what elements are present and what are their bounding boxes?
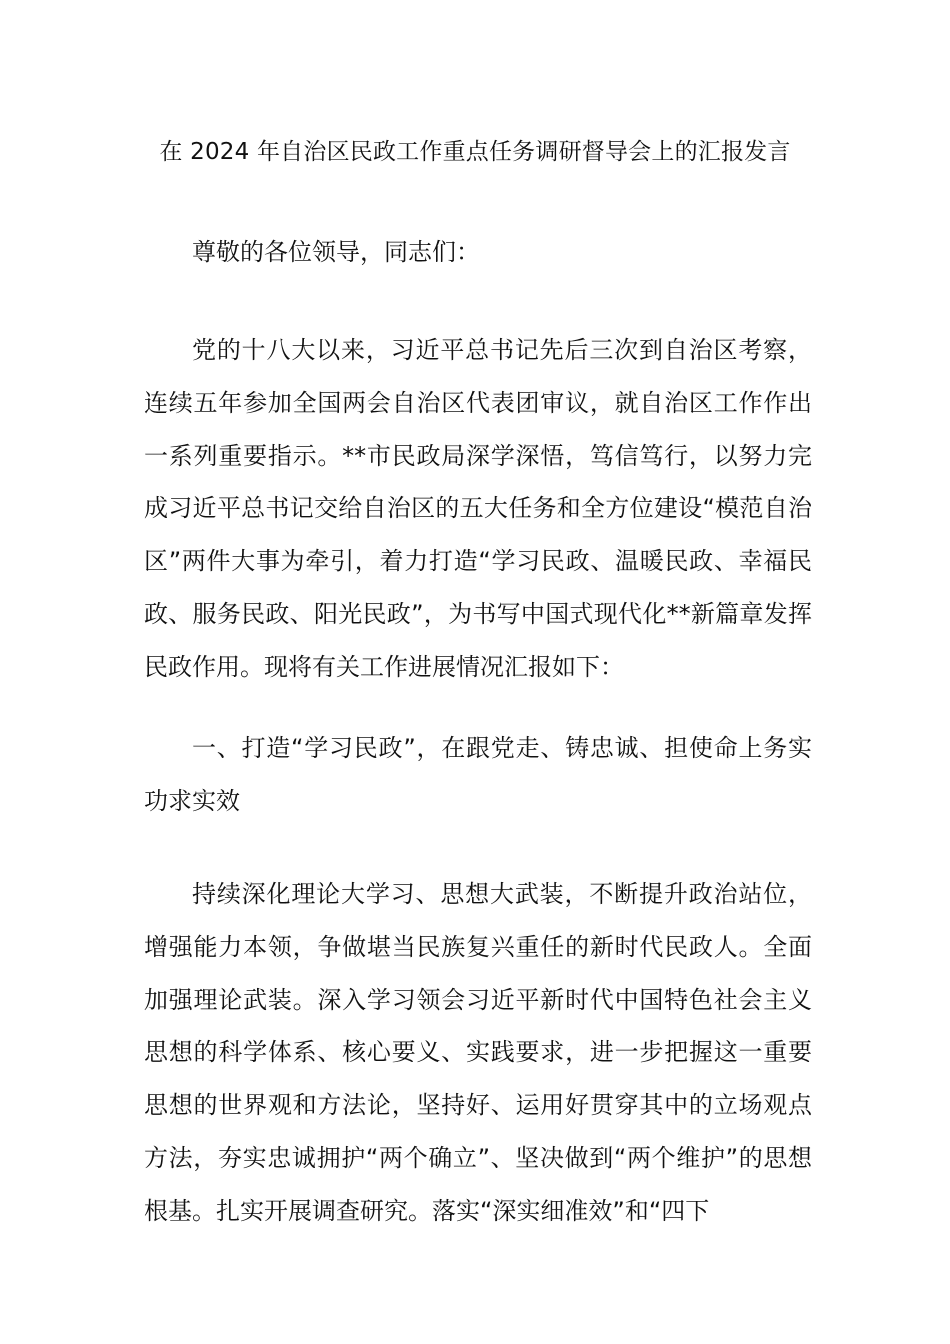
document-title: 在 2024 年自治区民政工作重点任务调研督导会上的汇报发言 — [159, 139, 791, 165]
section-heading: 一、打造“学习民政”，在跟党走、铸忠诚、担使命上务实功求实效 — [144, 734, 812, 815]
intro-paragraph: 党的十八大以来，习近平总书记先后三次到自治区考察，连续五年参加全国两会自治区代表团审议，就自治区工作作出一系列重要指示。**市民政局深学深悟，笃信笃行，以努力完成习近平总书记交给自治区的五大任务和全方位建设“模范自治区”两件大事为牵引，着力打造“学习民政、温暖民政、幸福民政、服务民政、阳光民政”，为书写中国式现代化**新篇章发挥民政作用。现将有关工作进展情况汇报如下： — [144, 336, 812, 681]
salutation: 尊敬的各位领导，同志们： — [192, 238, 480, 266]
section-paragraph: 持续深化理论大学习、思想大武装，不断提升政治站位，增强能力本领，争做堪当民族复兴重任的新时代民政人。全面加强理论武装。深入学习领会习近平新时代中国特色社会主义思想的科学体系、核心要义、实践要求，进一步把握这一重要思想的世界观和方法论，坚持好、运用好贯穿其中的立场观点方法，夯实忠诚拥护“两个确立”、坚决做到“两个维护”的思想根基。扎实开展调查研究。落实“深实细准效”和“四下 — [144, 880, 812, 1225]
